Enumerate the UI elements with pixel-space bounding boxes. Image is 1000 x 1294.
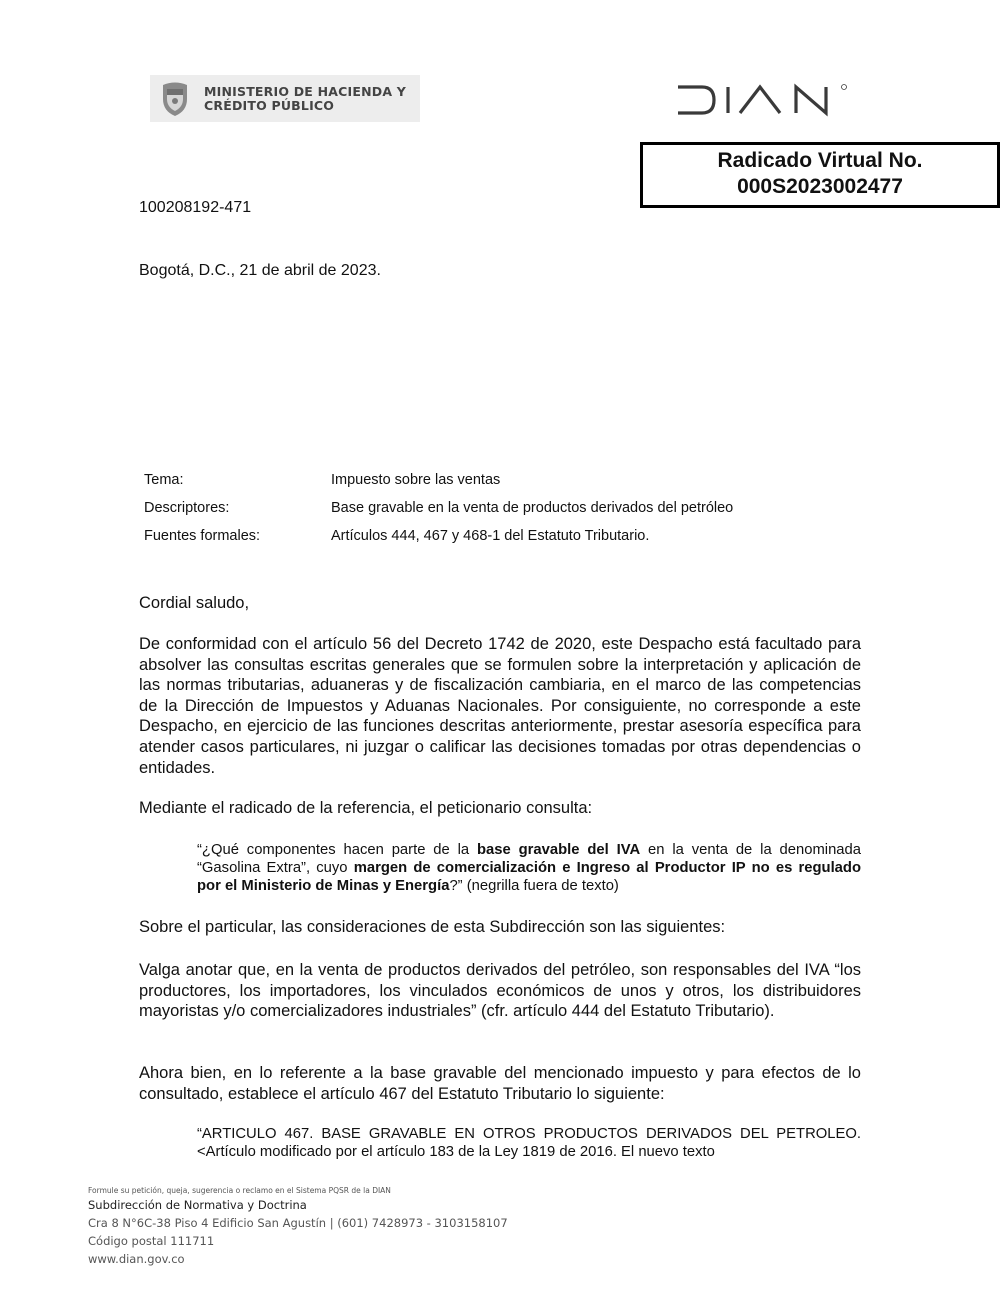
quote-consulta-bold-2: margen de comercialización e Ingreso al Productor IP no es regulado por el Ministerio de Minas y Energía [197, 860, 861, 894]
ministry-logo [150, 75, 420, 122]
radicado-number: 000S2023002477 [737, 175, 903, 198]
radicado-box [640, 142, 1000, 208]
footer-pqsr-note: Formule su petición, queja, sugerencia o reclamo en el Sistema PQSR de la DIAN [88, 1186, 391, 1195]
paragraph-base-gravable: Ahora bien, en lo referente a la base gravable del mencionado impuesto y para efectos de lo consultado, establece el artículo 467 del Estatuto Tributario lo siguiente: [139, 1064, 861, 1103]
quote-consulta-text-2: en la venta de la denominada “Gasolina Extra”, cuyo [197, 842, 861, 876]
footer-postal-code: Código postal 111711 [88, 1234, 215, 1248]
footer-address: Cra 8 N°6C-38 Piso 4 Edificio San Agustín | (601) 7428973 - 3103158107 [88, 1216, 508, 1230]
ministry-name-line2: CRÉDITO PÚBLICO [204, 97, 335, 113]
quote-consulta-bold-1: base gravable del IVA [477, 842, 641, 858]
meta-label-descriptores: Descriptores: [144, 500, 230, 516]
quote-consulta-text-3: ?” (negrilla fuera de texto) [449, 878, 619, 894]
paragraph-consulta-intro: Mediante el radicado de la referencia, el peticionario consulta: [139, 799, 593, 817]
radicado-label: Radicado Virtual No. [717, 149, 923, 172]
footer-website-link[interactable]: www.dian.gov.co [88, 1252, 185, 1266]
reference-number: 100208192-471 [139, 199, 252, 216]
footer-department: Subdirección de Normativa y Doctrina [88, 1198, 307, 1212]
quote-consulta [197, 841, 861, 895]
paragraph-considerations: Sobre el particular, las consideraciones de esta Subdirección son las siguientes: [139, 918, 726, 936]
greeting: Cordial saludo, [139, 594, 250, 612]
quote-consulta-text-1: “¿Qué componentes hacen parte de la [197, 842, 478, 858]
meta-value-tema: Impuesto sobre las ventas [331, 472, 501, 488]
ministry-name-line1: MINISTERIO DE HACIENDA Y [204, 83, 407, 99]
date-line: Bogotá, D.C., 21 de abril de 2023. [139, 262, 381, 279]
meta-value-descriptores: Base gravable en la venta de productos derivados del petróleo [331, 500, 734, 516]
paragraph-competence: De conformidad con el artículo 56 del Decreto 1742 de 2020, este Despacho está facultado para absolver las consultas escritas generales que se formulen sobre la interpretación y aplicación de las normas tributarias, aduaneras y de fiscalización cambiaria, en el marco de las competencias de la Dirección de Impuestos y Aduanas Nacionales. Por consiguiente, no corresponde a este Despacho, en ejercicio de las funciones descritas anteriormente, prestar asesoría específica para atender casos particulares, ni juzgar o calificar las decisiones tomadas por otras dependencias o entidades. [139, 635, 861, 777]
quote-article-467: “ARTICULO 467. BASE GRAVABLE EN OTROS PRODUCTOS DERIVADOS DEL PETROLEO. <Artículo modificado por el artículo 183 de la Ley 1819 de 2016. El nuevo texto [197, 1126, 861, 1160]
ministry-name [204, 85, 406, 113]
meta-label-tema: Tema: [144, 472, 184, 488]
dian-logo [676, 82, 851, 118]
paragraph-responsables: Valga anotar que, en la venta de productos derivados del petróleo, son responsables del IVA “los productores, los importadores, los vinculados económicos de unos y otros, los distribuidores mayoristas y/o comercializadores industriales” (cfr. artículo 444 del Estatuto Tributario). [139, 961, 861, 1021]
meta-label-fuentes: Fuentes formales: [144, 528, 261, 544]
coat-of-arms-icon [160, 81, 190, 117]
meta-value-fuentes: Artículos 444, 467 y 468-1 del Estatuto Tributario. [331, 528, 650, 544]
